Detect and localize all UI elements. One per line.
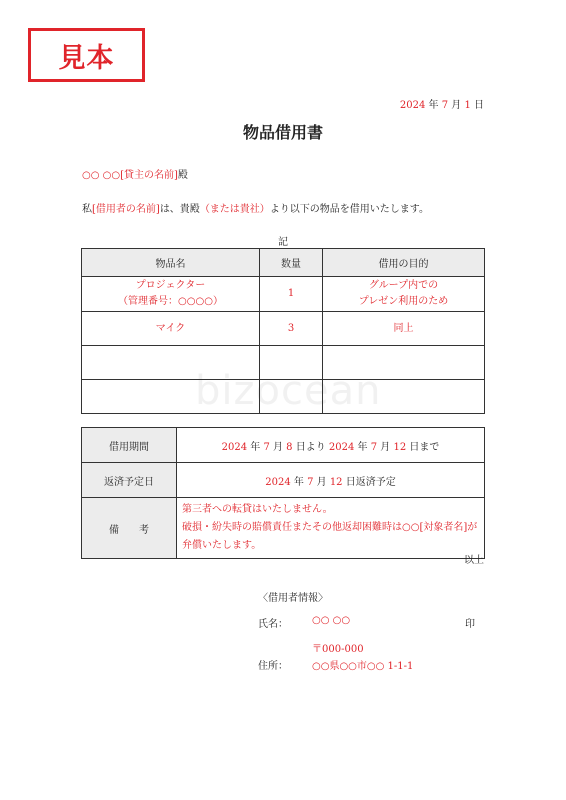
return-month: 7 <box>307 476 314 488</box>
item-name-cell <box>82 277 260 312</box>
remarks-value <box>177 498 485 559</box>
remarks-row <box>82 498 485 559</box>
table-row <box>82 380 485 414</box>
period-text1: 年 <box>247 441 264 453</box>
terms-table <box>81 427 485 559</box>
period-end-day: 12 <box>393 441 407 453</box>
date-day: 1 <box>464 100 471 111</box>
header-purpose: 借用の目的 <box>323 249 485 277</box>
item-quantity <box>260 346 323 380</box>
alt-company: （または貴社） <box>199 204 270 215</box>
period-row <box>82 428 485 463</box>
period-value <box>177 428 485 463</box>
period-text3: 日より <box>292 441 329 453</box>
item-quantity <box>260 380 323 414</box>
document-date <box>400 96 484 111</box>
items-table <box>81 248 485 414</box>
return-text1: 年 <box>290 476 308 488</box>
remarks-label: 備 考 <box>82 498 177 559</box>
address-value: ○○県○○市○○ 1-1-1 <box>312 661 414 672</box>
return-text3: 日返済予定 <box>342 476 396 488</box>
remarks-line3: 弁償いたします。 <box>182 540 262 551</box>
date-year-suffix: 年 <box>425 100 442 111</box>
ki-heading: 記 <box>278 237 288 248</box>
sample-stamp: 見本 <box>28 28 145 82</box>
item-mgmt-number: （管理番号：○○○○） <box>118 296 223 307</box>
intro-sentence <box>82 200 429 215</box>
item-name <box>82 380 260 414</box>
period-start-day: 8 <box>286 441 293 453</box>
item-purpose <box>323 380 485 414</box>
period-start-year: 2024 <box>221 441 248 453</box>
intro-part2: は、貴殿 <box>159 204 200 215</box>
lender-name: ○○ ○○[貸主の名前] <box>82 170 178 181</box>
item-name: マイク <box>82 312 260 346</box>
intro-part1: 私 <box>82 204 92 215</box>
remarks-line1: 第三者への転貸はいたしません。 <box>182 504 333 515</box>
item-purpose-line1: グループ内での <box>368 280 439 291</box>
address-label: 住所： <box>258 661 288 672</box>
item-purpose-line2: プレゼン利用のため <box>358 296 449 307</box>
item-quantity: 3 <box>260 312 323 346</box>
period-text2: 月 <box>269 441 287 453</box>
period-end-month: 7 <box>370 441 378 453</box>
name-label: 氏名： <box>258 619 288 630</box>
return-text2: 月 <box>313 476 330 488</box>
period-end-year: 2024 <box>328 441 355 453</box>
date-month: 7 <box>441 100 449 111</box>
postal-code: 〒000-000 <box>312 644 364 655</box>
addressee-suffix: 殿 <box>177 170 188 181</box>
period-label: 借用期間 <box>82 428 177 463</box>
date-month-suffix: 月 <box>448 100 465 111</box>
borrower-info-heading: 〈借用者情報〉 <box>258 593 328 604</box>
item-quantity: 1 <box>260 277 323 312</box>
header-item-name: 物品名 <box>82 249 260 277</box>
item-purpose-cell <box>323 277 485 312</box>
addressee <box>82 166 188 181</box>
remarks-line2: 破損・紛失時の賠償責任またその他返却困難時は○○[対象者名]が <box>182 522 478 533</box>
period-start-month: 7 <box>263 441 270 453</box>
item-purpose: 同上 <box>323 312 485 346</box>
return-year: 2024 <box>265 476 291 488</box>
intro-part3: より以下の物品を借用いたします。 <box>269 204 430 215</box>
return-label: 返済予定日 <box>82 463 177 498</box>
return-day: 12 <box>329 476 343 488</box>
date-year: 2024 <box>399 100 426 111</box>
ijo-closing: 以上 <box>464 555 484 566</box>
borrower-name-placeholder: [借用者の名前] <box>92 204 160 215</box>
name-value: ○○ ○○ <box>312 615 351 626</box>
watermark: bizocean <box>195 368 382 414</box>
table-row <box>82 312 485 346</box>
return-value <box>177 463 485 498</box>
return-row <box>82 463 485 498</box>
table-row <box>82 277 485 312</box>
items-table-header <box>82 249 485 277</box>
page-title: 物品借用書 <box>242 123 323 142</box>
period-text6: 日まで <box>406 441 440 453</box>
item-purpose <box>323 346 485 380</box>
table-row <box>82 346 485 380</box>
item-name: プロジェクター <box>135 280 206 291</box>
date-day-suffix: 日 <box>470 100 484 111</box>
header-quantity: 数量 <box>260 249 323 277</box>
item-name <box>82 346 260 380</box>
seal-mark: 印 <box>465 619 475 630</box>
period-text5: 月 <box>377 441 394 453</box>
period-text4: 年 <box>354 441 371 453</box>
